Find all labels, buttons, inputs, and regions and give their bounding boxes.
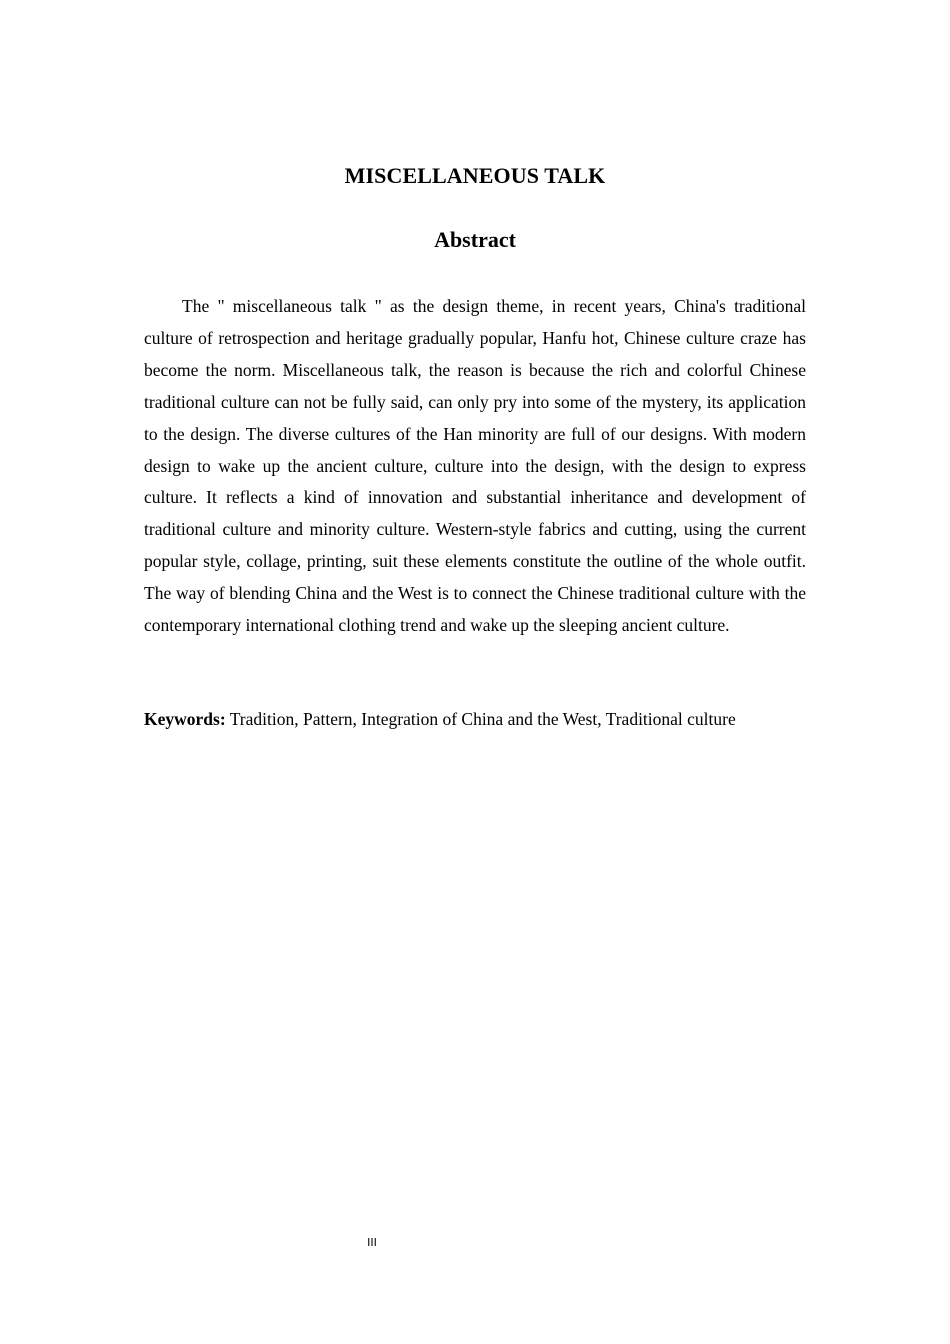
abstract-heading: Abstract: [434, 227, 516, 252]
keywords-label: Keywords:: [144, 709, 226, 729]
keywords-text: Tradition, Pattern, Integration of China and the West, Traditional culture: [229, 709, 736, 729]
page-number: III: [367, 1236, 377, 1249]
document-title: MISCELLANEOUS TALK: [344, 163, 606, 188]
abstract-body: The " miscellaneous talk " as the design theme, in recent years, China's traditional culture of retrospection and heritage gradually popular, Hanfu hot, Chinese culture craze has become the norm. Miscellaneous talk, the reason is because the rich and colorful Chinese traditional culture can not be fully said, can only pry into some of the mystery, its application to the design. The diverse cultures of the Han minority are full of our designs. With modern design to wake up the ancient culture, culture into the design, with the design to express culture. It reflects a kind of innovation and substantial inheritance and development of traditional culture and minority culture. Western-style fabrics and cutting, using the current popular style, collage, printing, suit these elements constitute the outline of the whole outfit. The way of blending China and the West is to connect the Chinese traditional culture with the contemporary international clothing trend and wake up the sleeping ancient culture.: [144, 296, 806, 636]
keywords-line: [144, 706, 844, 732]
